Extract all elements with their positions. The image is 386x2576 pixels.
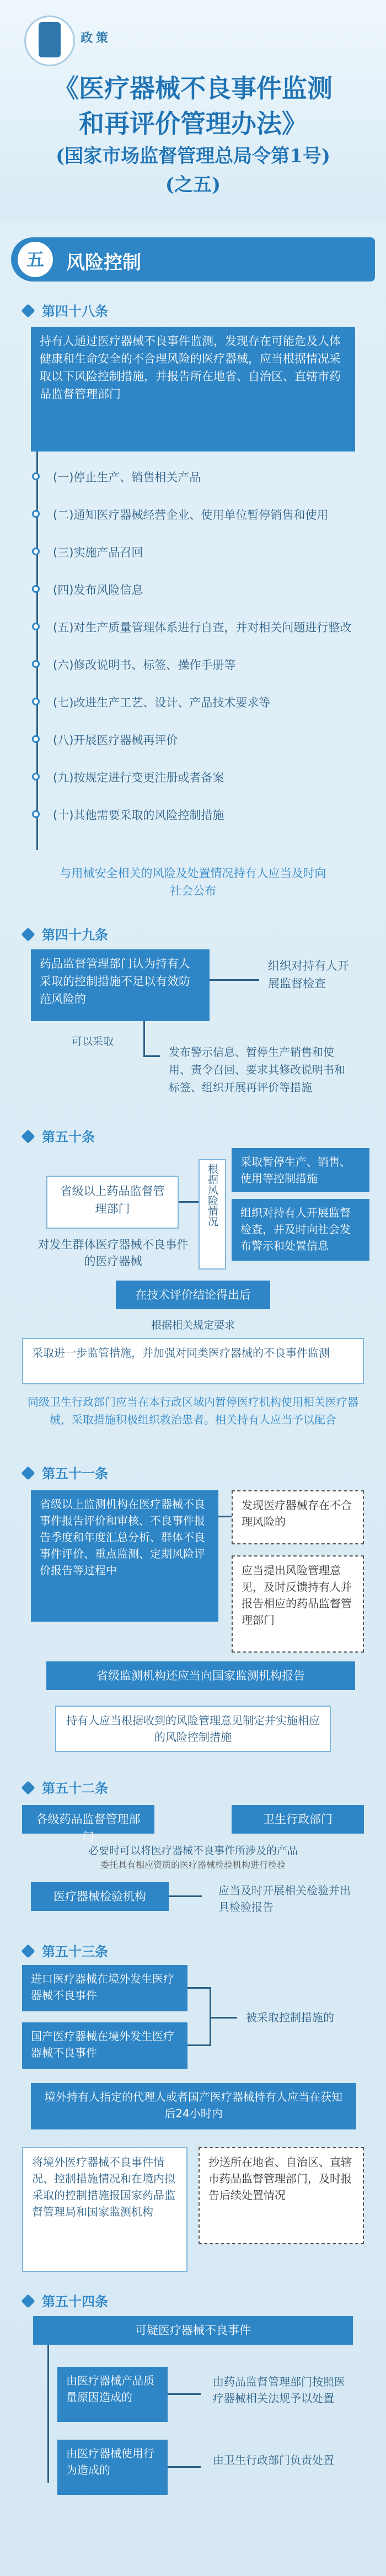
connector bbox=[169, 1895, 202, 1897]
title-line2: 和再评价管理办法》 bbox=[79, 109, 307, 139]
article-52-right: 应当及时开展相关检验并出具检验报告 bbox=[218, 1884, 351, 1914]
list-bullet bbox=[32, 660, 40, 668]
list-bullet bbox=[32, 472, 40, 480]
list-bullet bbox=[32, 698, 40, 705]
list-bullet bbox=[32, 548, 40, 555]
article-49-title: 第四十九条 bbox=[42, 927, 108, 943]
article-48-intro: 持有人通过医疗器械不良事件监测，发现存在可能危及人体健康和生命安全的不合理风险的医疗器械，应当根据情况采取以下风险控制措施，并报告所在地省、自治区、直辖市药品监督管理部门 bbox=[31, 327, 355, 452]
article-53-agent: 境外持有人指定的代理人或者国产医疗器械持有人应当在获知后24小时内 bbox=[31, 2083, 356, 2129]
article-54-title: 第五十四条 bbox=[42, 2294, 108, 2309]
article-49-mid: 可以采取 bbox=[72, 1035, 114, 1048]
article-50-vert: 根据风险情况 bbox=[199, 1159, 226, 1270]
article-50-title: 第五十条 bbox=[42, 1129, 95, 1145]
article-icon bbox=[21, 2294, 35, 2308]
connector bbox=[210, 2017, 237, 2019]
connector bbox=[187, 1987, 210, 1989]
connector bbox=[47, 2345, 49, 2483]
connector bbox=[143, 1055, 160, 1057]
article-icon bbox=[21, 1944, 35, 1958]
section-header bbox=[11, 237, 375, 281]
article-53-title: 第五十三条 bbox=[42, 1944, 108, 1959]
list-bullet bbox=[32, 585, 40, 593]
article-50-need: 根据相关规定要求 bbox=[151, 1319, 235, 1331]
article-48-item: (八)开展医疗器械再评价 bbox=[53, 734, 178, 747]
title-line1: 《医疗器械不良事件监测 bbox=[53, 73, 333, 103]
article-50-r2: 组织对持有人开展监督检查，并及时向社会发布警示和处置信息 bbox=[232, 1199, 369, 1261]
article-50-target: 对发生群体医疗器械不良事件的医疗器械 bbox=[37, 1238, 189, 1268]
article-51-dashed: 应当提出风险管理意见，及时反馈持有人并报告相应的药品监督管理部门 bbox=[232, 1555, 364, 1653]
article-48-item: (四)发布风险信息 bbox=[53, 583, 143, 597]
article-50-dept: 省级以上药品监督管理部门 bbox=[46, 1176, 179, 1229]
title-line3: (国家市场监督管理总局令第1号) bbox=[56, 145, 330, 167]
logo-text: 政策 bbox=[81, 31, 112, 45]
article-53-left: 将境外医疗器械不良事件情况、控制措施情况和在境内拟采取的控制措施报国家药品监督管理局和国家监测机构 bbox=[22, 2147, 187, 2272]
article-48-item: (九)按规定进行变更注册或者备案 bbox=[53, 771, 224, 784]
article-51-right: 发现医疗器械存在不合理风险的 bbox=[232, 1490, 364, 1544]
article-icon bbox=[21, 1129, 35, 1143]
article-53-a: 进口医疗器械在境外发生医疗器械不良事件 bbox=[22, 1965, 187, 2011]
list-bullet bbox=[32, 510, 40, 518]
article-53-b: 国产医疗器械在境外发生医疗器械不良事件 bbox=[22, 2022, 187, 2069]
article-icon bbox=[21, 927, 35, 941]
article-51-title: 第五十一条 bbox=[42, 1466, 108, 1481]
article-49-condition: 药品监督管理部门认为持有人采取的控制措施不足以有效防范风险的 bbox=[31, 949, 210, 1021]
article-50-further: 采取进一步监管措施，并加强对同类医疗器械的不良事件监测 bbox=[22, 1338, 364, 1384]
article-49-bottom: 发布警示信息、暂停生产销售和使用、责令召回、要求其修改说明书和标签、组织开展再评价等措施 bbox=[169, 1045, 345, 1094]
section-title: 风险控制 bbox=[66, 252, 141, 274]
section-number: 五 bbox=[18, 242, 53, 277]
logo-icon bbox=[39, 22, 61, 57]
connector bbox=[218, 1516, 232, 1517]
article-54-ra: 由药品监督管理部门按照医疗器械相关法规予以处置 bbox=[213, 2375, 345, 2405]
article-51-final: 持有人应当根据收到的风险管理意见制定并实施相应的风险控制措施 bbox=[55, 1706, 331, 1752]
article-53-right: 被采取控制措施的 bbox=[246, 2011, 334, 2024]
article-52-a: 各级药品监督管理部门 bbox=[22, 1805, 154, 1834]
article-48-footer: 与用械安全相关的风险及处置情况持有人应当及时向社会公布 bbox=[60, 867, 326, 897]
article-54-b: 由医疗器械使用行为造成的 bbox=[57, 2440, 168, 2495]
article-52-sub: 委托具有相应资质的医疗器械检验机构进行检验 bbox=[100, 1860, 286, 1870]
connector bbox=[168, 2466, 201, 2468]
connector bbox=[168, 2393, 201, 2395]
article-52-title: 第五十二条 bbox=[42, 1781, 108, 1796]
article-48-item: (三)实施产品召回 bbox=[53, 546, 143, 559]
list-bullet bbox=[32, 623, 40, 630]
article-icon bbox=[21, 1781, 35, 1794]
connector bbox=[179, 1201, 199, 1203]
article-53-dashed: 抄送所在地省、自治区、直辖市药品监督管理部门，及时报告后续处置情况 bbox=[199, 2147, 364, 2244]
article-48-item: (十)其他需要采取的风险控制措施 bbox=[53, 809, 224, 822]
article-52-lab: 医疗器械检验机构 bbox=[31, 1882, 169, 1911]
article-51-bar: 省级监测机构还应当向国家监测机构报告 bbox=[46, 1661, 355, 1690]
article-48-item: (六)修改说明书、标签、操作手册等 bbox=[53, 658, 236, 672]
connector bbox=[210, 979, 259, 981]
article-48-item: (五)对生产质量管理体系进行自查，并对相关问题进行整改 bbox=[53, 621, 352, 634]
article-48-title: 第四十八条 bbox=[42, 304, 108, 319]
connector bbox=[143, 1021, 145, 1056]
article-54-rb: 由卫生行政部门负责处置 bbox=[213, 2453, 334, 2467]
article-50-health: 同级卫生行政部门应当在本行政区域内暂停医疗机构使用相关医疗器械，采取措施积极组织救治患者。相关持有人应当予以配合 bbox=[28, 1395, 358, 1426]
article-icon bbox=[21, 304, 35, 317]
article-icon bbox=[21, 1466, 35, 1480]
article-49-right: 组织对持有人开展监督检查 bbox=[268, 959, 349, 990]
article-48-item: (二)通知医疗器械经营企业、使用单位暂停销售和使用 bbox=[53, 508, 329, 522]
article-54-a: 由医疗器械产品质量原因造成的 bbox=[57, 2367, 168, 2422]
connector bbox=[187, 2044, 210, 2046]
article-48-item: (七)改进生产工艺、设计、产品技术要求等 bbox=[53, 696, 271, 709]
article-52-desc: 必要时可以将医疗器械不良事件所涉及的产品 bbox=[88, 1845, 298, 1857]
article-52-b: 卫生行政部门 bbox=[232, 1805, 364, 1834]
article-50-eval: 在技术评价结论得出后 bbox=[116, 1281, 270, 1309]
article-50-r1: 采取暂停生产、销售、使用等控制措施 bbox=[232, 1148, 369, 1192]
list-bullet bbox=[32, 773, 40, 780]
title-line4: (之五) bbox=[165, 174, 221, 196]
list-bullet bbox=[32, 810, 40, 818]
article-48-item: (一)停止生产、销售相关产品 bbox=[53, 471, 201, 484]
article-51-left: 省级以上监测机构在医疗器械不良事件报告评价和审核、不良事件报告季度和年度汇总分析、群体不良事件评价、重点监测、定期风险评价报告等过程中 bbox=[31, 1490, 218, 1622]
list-bullet bbox=[32, 735, 40, 743]
article-54-head: 可疑医疗器械不良事件 bbox=[33, 2316, 353, 2345]
